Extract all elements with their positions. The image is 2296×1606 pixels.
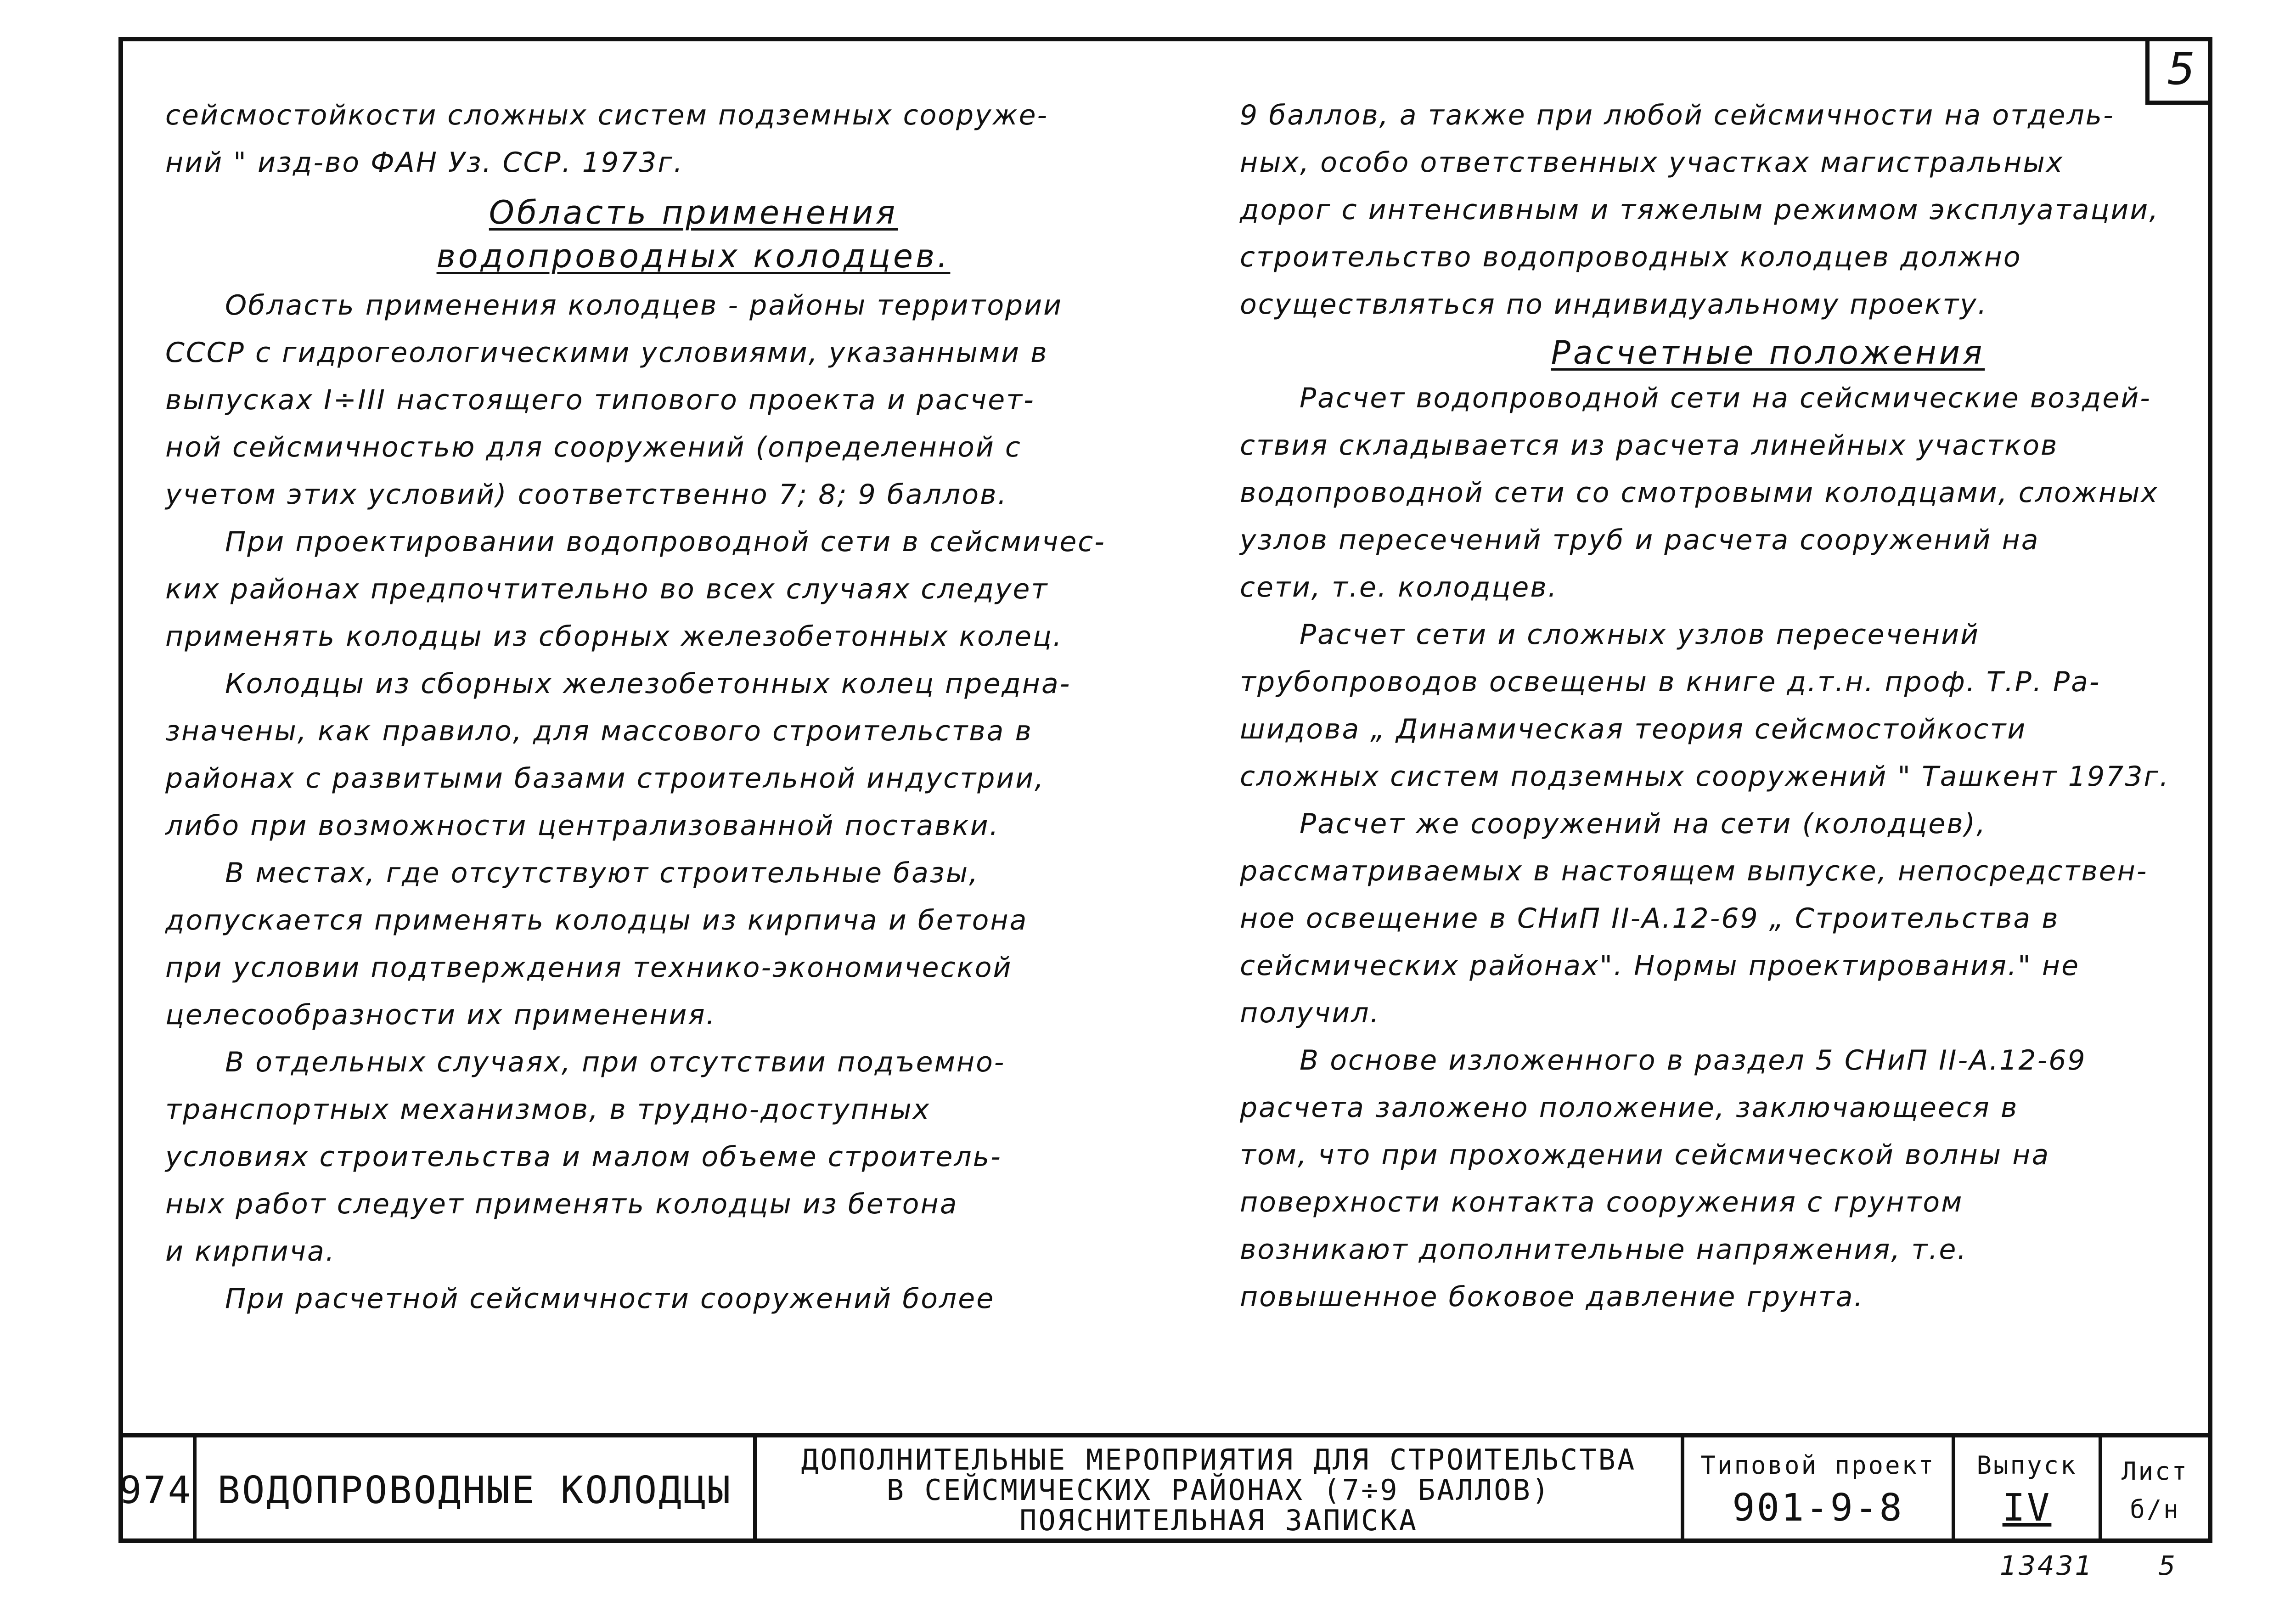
description-line: ДОПОЛНИТЕЛЬНЫЕ МЕРОПРИЯТИЯ ДЛЯ СТРОИТЕЛЬСТВА (801, 1443, 1637, 1476)
text-line: Расчет водопроводной сети на сейсмические воздей- (1300, 382, 2151, 414)
text-line: При проектировании водопроводной сети в сейсмичес- (225, 526, 1106, 558)
text-line: ной сейсмичностью для сооружений (определенной с (165, 431, 1022, 463)
text-line: транспортных механизмов, в трудно-доступных (165, 1093, 931, 1126)
text-line: том, что при прохождении сейсмической волны на (1240, 1139, 2050, 1171)
section-heading: водопроводных колодцев. (436, 237, 951, 275)
text-line: В местах, где отсутствуют строительные базы, (225, 857, 979, 889)
text-line: выпусках I÷III настоящего типового проекта и расчет- (165, 384, 1035, 416)
text-line: либо при возможности централизованной поставки. (165, 810, 1000, 842)
text-line: узлов пересечений труб и расчета сооружений на (1240, 524, 2040, 556)
text-line: ное освещение в СНиП II-А.12-69 „ Строительства в (1240, 902, 2060, 935)
title-block-code-cell (118, 1437, 197, 1543)
project-label: Типовой проект (1700, 1451, 1936, 1480)
title-block-name-cell (197, 1437, 757, 1543)
text-line: При расчетной сейсмичности сооружений более (225, 1283, 995, 1315)
text-line: 9 баллов, а также при любой сейсмичности на отдель- (1240, 99, 2115, 131)
title-block-issue-cell (1955, 1437, 2102, 1543)
text-line: сети, т.е. колодцев. (1240, 571, 1558, 603)
text-line: учетом этих условий) соответственно 7; 8; 9 баллов. (165, 479, 1008, 511)
text-line: допускается применять колодцы из кирпича и бетона (165, 904, 1028, 936)
inventory-number: 13431 (2000, 1550, 2094, 1581)
text-line: дорог с интенсивным и тяжелым режимом эксплуатации, (1240, 194, 2160, 226)
title-block-sheet-cell (2102, 1437, 2208, 1543)
text-line: ных, особо ответственных участках магистральных (1240, 147, 2064, 179)
project-name: ВОДОПРОВОДНЫЕ КОЛОДЦЫ (217, 1468, 732, 1512)
text-line: применять колодцы из сборных железобетонных колец. (165, 620, 1063, 653)
text-line: при условии подтверждения технико-экономической (165, 952, 1013, 984)
title-block (118, 1433, 2212, 1543)
text-line: Расчет сети и сложных узлов пересечений (1300, 619, 1980, 651)
text-line: районах с развитыми базами строительной индустрии, (165, 762, 1045, 795)
text-line: В отдельных случаях, при отсутствии подъемно- (225, 1046, 1006, 1078)
text-line: целесообразности их применения. (165, 999, 716, 1031)
text-line: расчета заложено положение, заключающееся в (1240, 1092, 2019, 1124)
section-heading: Расчетные положения (1551, 334, 1985, 372)
text-line: повышенное боковое давление грунта. (1240, 1281, 1864, 1313)
text-line: сейсмостойкости сложных систем подземных сооруже- (165, 99, 1049, 131)
text-line: В основе изложенного в раздел 5 СНиП II-А.12-69 (1300, 1044, 2087, 1076)
issue-number: IV (2002, 1486, 2052, 1530)
right-column (1240, 92, 2296, 1321)
text-line: ных работ следует применять колодцы из бетона (165, 1188, 958, 1220)
project-code: 974 (118, 1468, 193, 1512)
text-line: СССР с гидрогеологическими условиями, указанными в (165, 337, 1048, 369)
text-line: и кирпича. (165, 1235, 336, 1268)
text-line: поверхности контакта сооружения с грунтом (1240, 1186, 1964, 1218)
text-line: осуществляться по индивидуальному проекту. (1240, 288, 1988, 321)
issue-label: Выпуск (1976, 1451, 2077, 1480)
text-line: ствия складывается из расчета линейных участков (1240, 429, 2059, 462)
text-line: Колодцы из сборных железобетонных колец предна- (225, 668, 1071, 700)
title-block-project-cell (1684, 1437, 1955, 1543)
description-line: ПОЯСНИТЕЛЬНАЯ ЗАПИСКА (1019, 1504, 1418, 1537)
text-line: условиях строительства и малом объеме строитель- (165, 1141, 1002, 1173)
page-number: 5 (2158, 1550, 2177, 1581)
text-line: Область применения колодцев - районы территории (225, 289, 1063, 321)
text-line: получил. (1240, 997, 1380, 1029)
sheet-number: 5 (2145, 37, 2212, 105)
text-line: значены, как правило, для массового строительства в (165, 715, 1033, 747)
text-line: ний " изд-во ФАН Уз. ССР. 1973г. (165, 147, 684, 179)
text-line: строительство водопроводных колодцев должно (1240, 241, 2022, 273)
text-line: водопроводной сети со смотровыми колодцами, сложных (1240, 477, 2159, 509)
section-heading: Область применения (489, 194, 898, 231)
project-number: 901-9-8 (1732, 1486, 1904, 1530)
text-line: рассматриваемых в настоящем выпуске, непосредствен- (1240, 855, 2148, 887)
sheet-label: Лист (2121, 1457, 2189, 1486)
left-column (165, 92, 1221, 1323)
sheet-value: б/н (2130, 1495, 2180, 1524)
text-line: сейсмических районах". Нормы проектирования." не (1240, 950, 2080, 982)
text-line: сложных систем подземных сооружений " Ташкент 1973г. (1240, 761, 2170, 793)
title-block-description-cell (757, 1437, 1684, 1543)
text-line: Расчет же сооружений на сети (колодцев), (1300, 808, 1987, 840)
text-line: возникают дополнительные напряжения, т.е. (1240, 1234, 1968, 1266)
description-line: В СЕЙСМИЧЕСКИХ РАЙОНАХ (7÷9 БАЛЛОВ) (886, 1473, 1551, 1507)
text-line: ких районах предпочтительно во всех случаях следует (165, 573, 1049, 605)
text-line: шидова „ Динамическая теория сейсмостойкости (1240, 713, 2027, 745)
text-line: трубопроводов освещены в книге д.т.н. проф. Т.Р. Ра- (1240, 666, 2101, 698)
